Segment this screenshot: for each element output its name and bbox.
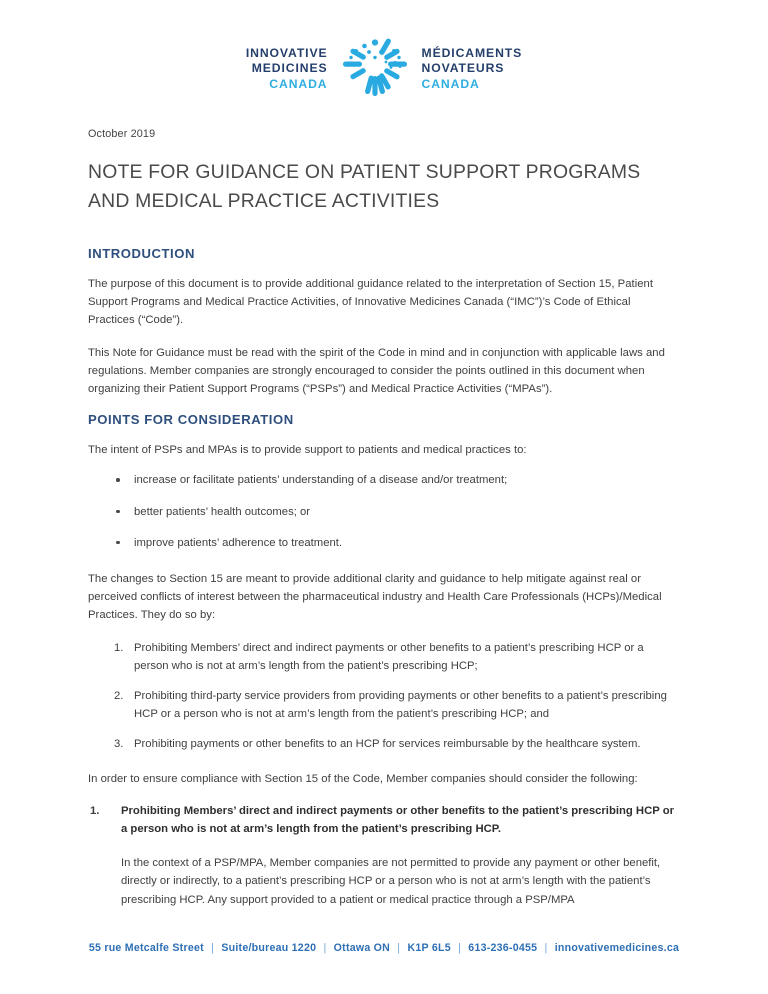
footer-address: 55 rue Metcalfe Street — [88, 942, 204, 954]
footer-city: Ottawa ON — [333, 942, 391, 954]
changes-paragraph: The changes to Section 15 are meant to provide additional clarity and guidance to help mitigate against real or perceived conflicts of interest between the pharmaceutical industry and Health Care Professionals (HCPs)/Medical Practices. They do so by: — [88, 573, 662, 622]
page-title: NOTE FOR GUIDANCE ON PATIENT SUPPORT PROGRAMS AND MEDICAL PRACTICE ACTIVITIES — [88, 161, 641, 212]
footer-postal-code: K1P 6L5 — [407, 942, 451, 954]
logo-text-french — [422, 46, 523, 93]
list-item-text: Prohibiting Members’ direct and indirect payments or other benefits to a patient’s prescribing HCP or a person who is not at arm’s length from the patient’s prescribing HCP; — [134, 641, 644, 672]
list-item — [88, 735, 680, 753]
compliance-paragraph: In order to ensure compliance with Section 15 of the Code, Member companies should consider the following: — [88, 772, 638, 785]
bullet-dot-icon — [116, 510, 120, 514]
footer-separator: | — [323, 942, 327, 954]
list-item-text: increase or facilitate patients’ understanding of a disease and/or treatment; — [134, 474, 508, 487]
bullet-dot-icon — [116, 541, 120, 545]
page-footer — [0, 942, 768, 954]
list-item-text: better patients’ health outcomes; or — [134, 505, 311, 518]
list-item-number: 3. — [114, 738, 124, 751]
logo-line-medicaments: MÉDICAMENTS — [421, 45, 523, 60]
list-item-number: 1. — [114, 641, 124, 654]
list-item — [88, 687, 680, 723]
footer-suite: Suite/bureau 1220 — [221, 942, 317, 954]
organization-logo — [0, 34, 768, 104]
introduction-paragraph-2: This Note for Guidance must be read with the spirit of the Code in mind and in conjunction with applicable laws and regulations. Member companies are strongly encouraged to consider the points outlined in this document when organizing their Patient Support Programs (“PSPs”) and Medical Practice Activities (“MPAs”). — [88, 346, 665, 396]
bullet-dot-icon — [116, 478, 120, 482]
footer-separator: | — [458, 942, 462, 954]
list-item — [88, 534, 680, 552]
footer-phone: 613-236-0455 — [468, 942, 538, 954]
logo-line-novateurs: NOVATEURS — [421, 61, 505, 76]
footer-separator: | — [211, 942, 215, 954]
list-item-text: Prohibiting payments or other benefits to an HCP for services reimbursable by the healthcare system. — [134, 738, 641, 751]
list-item — [88, 503, 680, 521]
section-heading-introduction: INTRODUCTION — [88, 246, 195, 261]
list-item-number: 2. — [114, 690, 124, 703]
intent-bullet-list — [88, 471, 680, 552]
list-item — [88, 639, 680, 675]
logo-text-english — [246, 46, 328, 93]
bold-item-body-paragraph: In the context of a PSP/MPA, Member companies are not permitted to provide any payment or other benefit, directly or indirectly, to a patient’s prescribing HCP or a person who is not at arm’s length with the patient’s prescribing HCP. Any support provided to a patient or medical practice through a PSP/MPA — [121, 857, 661, 906]
footer-separator: | — [397, 942, 401, 954]
logo-line-canada-fr: CANADA — [421, 76, 480, 91]
section-heading-points-for-consideration: POINTS FOR CONSIDERATION — [88, 412, 294, 428]
list-item-text: improve patients’ adherence to treatment. — [134, 536, 343, 549]
list-item-text: Prohibiting Members’ direct and indirect payments or other benefits to the patient’s prescribing HCP or a person who is not at arm’s length from the patient’s prescribing HCP. — [121, 804, 675, 836]
document-body — [88, 128, 680, 909]
footer-website-link[interactable]: innovativemedicines.ca — [554, 942, 680, 954]
compliance-numbered-list — [88, 802, 680, 838]
list-item — [88, 471, 680, 489]
list-item-number: 1. — [90, 804, 100, 817]
document-date: October 2019 — [88, 128, 156, 140]
changes-numbered-list — [88, 639, 680, 754]
list-item — [88, 802, 680, 838]
list-item-text: Prohibiting third-party service providers from providing payments or other benefits to a patient’s prescribing HCP or a person who is not at arm’s length from the patient’s prescribing HCP; and — [134, 690, 667, 721]
points-intro-paragraph: The intent of PSPs and MPAs is to provide support to patients and medical practices to: — [88, 444, 527, 457]
introduction-paragraph-1: The purpose of this document is to provide additional guidance related to the interpretation of Section 15, Patient Support Programs and Medical Practice Activities, of Innovative Medicines Canada (“IMC”)’s Code of Ethical Practices (“Code”). — [88, 278, 653, 327]
logo-line-canada-en: CANADA — [269, 76, 328, 91]
logo-line-medicines: MEDICINES — [251, 61, 328, 76]
footer-separator: | — [544, 942, 548, 954]
starburst-logo-icon — [342, 38, 408, 100]
logo-line-innovative: INNOVATIVE — [245, 45, 328, 60]
